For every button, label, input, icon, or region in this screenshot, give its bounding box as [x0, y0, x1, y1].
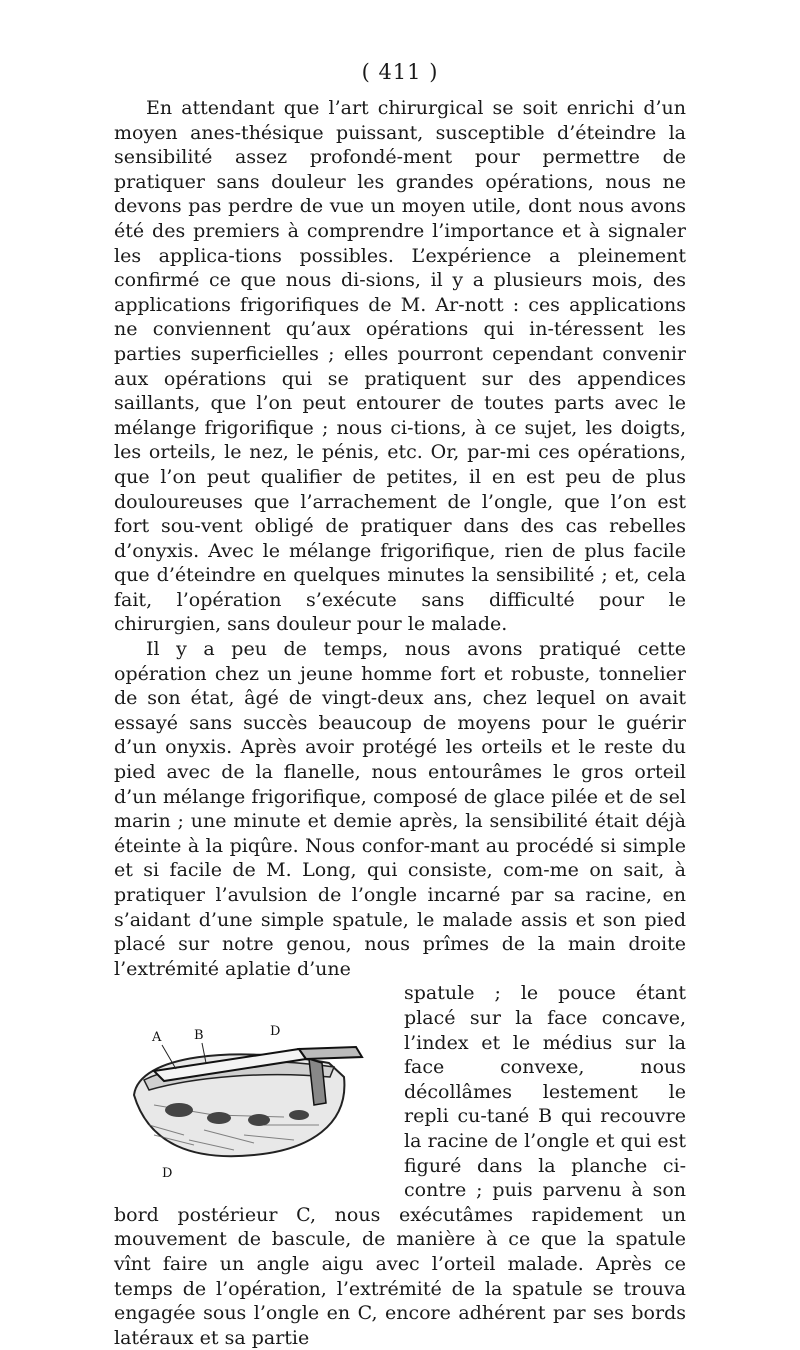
paragraph-1: En attendant que l’art chirurgical se soit enrichi d’un moyen anes-thésique puissant, susceptible d’éteindre la sensibilité assez profondé-ment pour permettre de pratiquer sans douleur les grandes opérations, nous ne devons pas perdre de vue un moyen utile, dont nous avons été des premiers à comprendre l’importance et à signaler les applica-tions possibles. L’expérience a pleinement confirmé ce que nous di-sions, il y a plusieurs mois, des applications frigorifiques de M. Ar-nott : ces applications ne conviennent qu’aux opérations qui in-téressent les parties superficielles ; elles pourront cependant convenir aux opérations qui se pratiquent sur des appendices saillants, que l’on peut entourer de toutes parts avec le mélange frigorifique ; nous ci-tions, à ce sujet, les doigts, les orteils, le nez, le pénis, etc. Or, par-mi ces opérations, que l’on peut qualifier de petites, il en est peu de plus douloureuses que l’arrachement de l’ongle, que l’on est fort sou-vent obligé de pratiquer dans des cas rebelles d’onyxis. Avec le mélange frigorifique, rien de plus facile que d’éteindre en quelques minutes la sensibilité ; et, cela fait, l’opération s’exécute sans difficulté pour le chirurgien, sans douleur pour le malade. — [114, 97, 686, 636]
engraving-svg — [94, 985, 394, 1195]
paragraph-2-continuation: spatule ; le pouce étant placé sur la face concave, l’index et le médius sur la face convexe, nous décollâmes lestement le repli cu-tané B qui recouvre la racine de l’ongle et qui est figuré dans la planche ci-contre ; puis parvenu à son bord postérieur C, nous exécutâmes rapidement un mouvement de bascule, de manière à ce que la spatule vînt faire un angle aigu avec l’orteil malade. Après ce temps de l’opération, l’extrémité de la spatule se trouva engagée sous l’ongle en C, encore adhérent par ses bords latéraux et sa partie — [114, 982, 686, 1349]
body-text — [114, 96, 686, 1350]
figure-label-a: A — [152, 1030, 162, 1046]
page-number: ( 411 ) — [361, 60, 439, 84]
paragraph-2: Il y a peu de temps, nous avons pratiqué cette opération chez un jeune homme fort et robuste, tonnelier de son état, âgé de vingt-deux ans, chez lequel on avait essayé sans succès beaucoup de moyens pour le guérir d’un onyxis. Après avoir protégé les orteils et le reste du pied avec de la flanelle, nous entourâmes le gros orteil d’un mélange frigorifique, composé de glace pilée et de sel marin ; une minute et demie après, la sensibilité était déjà éteinte à la piqûre. Nous confor-mant au procédé si simple et si facile de M. Long, qui consiste, com-me on sait, à pratiquer l’avulsion de l’ongle incarné par sa racine, en s’aidant d’une simple spatule, le malade assis et son pied placé sur notre genou, nous prîmes de la main droite l’extrémité aplatie d’une — [114, 638, 686, 980]
figure-label-b: B — [194, 1028, 204, 1044]
figure-label-d-top: D — [270, 1024, 281, 1040]
toe-spatula-illustration — [94, 985, 394, 1195]
figure-label-d-bottom: D — [162, 1166, 173, 1182]
